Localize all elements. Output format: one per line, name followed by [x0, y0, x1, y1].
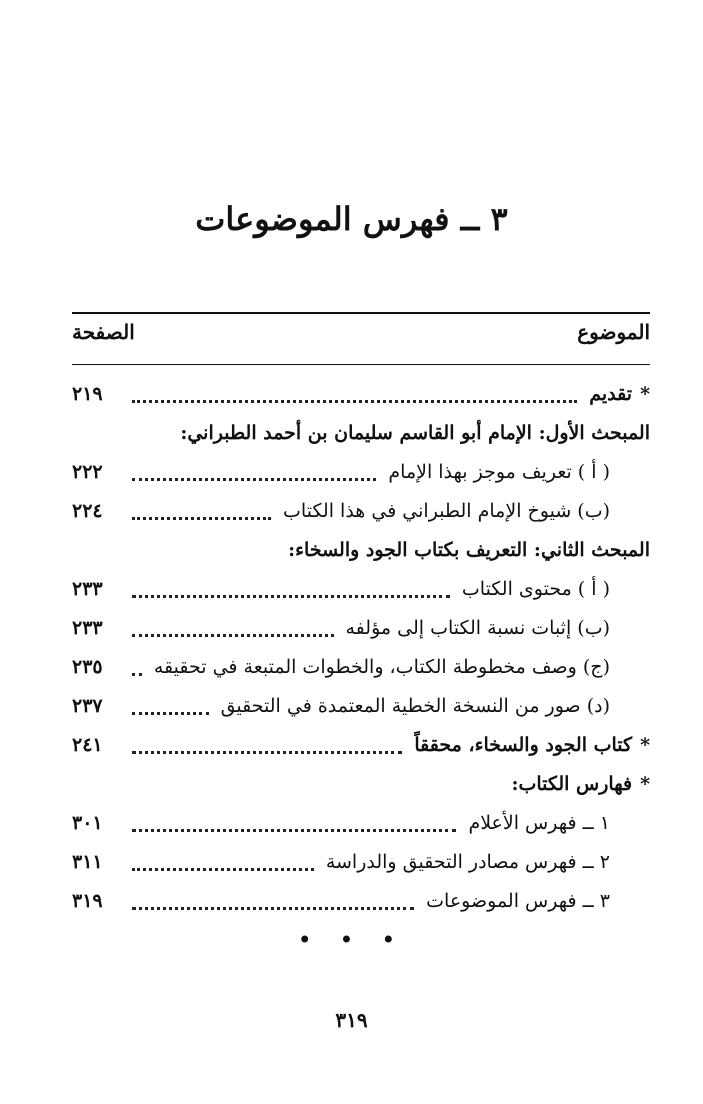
- column-header-page: الصفحة: [72, 320, 135, 344]
- toc-row: [72, 803, 650, 842]
- toc-page-number: ٢١٩: [72, 382, 103, 405]
- page-title: ٣ ــ فهرس الموضوعات: [195, 200, 508, 238]
- dot-leader: [132, 903, 414, 910]
- toc-entry: [346, 617, 611, 639]
- toc-entry: [326, 851, 610, 873]
- asterisk-marker: *: [640, 772, 650, 795]
- dot-leader: [132, 708, 209, 715]
- toc-entry: [511, 773, 650, 795]
- toc-row: [72, 374, 650, 413]
- toc-row: [72, 491, 650, 530]
- toc-entry-text: تقديم: [589, 382, 633, 405]
- toc-page-number: ٢٤١: [72, 733, 103, 756]
- toc-entry: [288, 539, 650, 561]
- dot-leader: [132, 825, 456, 832]
- toc-row: [72, 686, 650, 725]
- toc-page-number: ٢٢٤: [72, 499, 103, 522]
- toc-row: [72, 608, 650, 647]
- toc-page-number: ٢٣٣: [72, 616, 103, 639]
- toc-entry-text: كتاب الجود والسخاء، محققاً: [414, 733, 633, 756]
- toc-entry: [414, 734, 650, 756]
- toc-entry-text: ١ ــ فهرس الأعلام: [468, 811, 610, 834]
- toc-entry: [589, 383, 650, 405]
- toc-entry-text: فهارس الكتاب:: [511, 772, 633, 795]
- header-bottom-rule: [72, 364, 650, 365]
- dot-leader: [132, 474, 376, 481]
- toc-entry-text: ( أ ) تعريف موجز بهذا الإمام: [388, 460, 610, 483]
- toc-page-number: ٢٣٣: [72, 577, 103, 600]
- toc-entry-text: ٣ ــ فهرس الموضوعات: [426, 889, 610, 912]
- asterisk-marker: *: [640, 382, 650, 405]
- toc-entry-text: المبحث الأول: الإمام أبو القاسم سليمان بن أحمد الطبراني:: [180, 421, 650, 444]
- toc-row: [72, 452, 650, 491]
- toc-row: [72, 569, 650, 608]
- toc-entry: [221, 695, 610, 717]
- toc-entry: [462, 578, 610, 600]
- toc-entry-text: (ب) إثبات نسبة الكتاب إلى مؤلفه: [345, 616, 610, 639]
- toc-entry-text: (د) صور من النسخة الخطية المعتمدة في التحقيق: [220, 694, 610, 717]
- toc-entry: [283, 500, 610, 522]
- toc-page-number: ٢٢٢: [72, 460, 103, 483]
- toc-page-number: ٣٠١: [72, 811, 103, 834]
- toc-entry-text: (ب) شيوخ الإمام الطبراني في هذا الكتاب: [283, 499, 610, 522]
- asterisk-marker: *: [640, 733, 650, 756]
- dot-leader: [132, 513, 271, 520]
- toc-entry: [426, 890, 610, 912]
- table-of-contents: [72, 374, 650, 920]
- dot-leader: [132, 591, 450, 598]
- toc-page-number: ٣١١: [72, 850, 103, 873]
- toc-row: [72, 764, 650, 803]
- page-number: ٣١٩: [335, 1008, 368, 1032]
- header-top-rule: [72, 312, 650, 314]
- ornament-dots: • • •: [297, 926, 406, 954]
- toc-row: [72, 413, 650, 452]
- toc-entry: [388, 461, 610, 483]
- dot-leader: [132, 396, 577, 403]
- toc-entry: [154, 656, 610, 678]
- toc-page-number: ٢٣٧: [72, 694, 103, 717]
- toc-entry-text: ٢ ــ فهرس مصادر التحقيق والدراسة: [325, 850, 610, 873]
- toc-entry: [180, 422, 650, 444]
- column-header-subject: الموضوع: [577, 320, 650, 344]
- toc-row: [72, 881, 650, 920]
- toc-row: [72, 842, 650, 881]
- dot-leader: [132, 864, 314, 871]
- toc-entry-text: ( أ ) محتوى الكتاب: [461, 577, 610, 600]
- toc-entry-text: (ج) وصف مخطوطة الكتاب، والخطوات المتبعة في تحقيقه: [153, 655, 610, 678]
- dot-leader: [132, 669, 142, 676]
- toc-entry: [468, 812, 610, 834]
- dot-leader: [132, 747, 402, 754]
- toc-page-number: ٣١٩: [72, 889, 103, 912]
- toc-page-number: ٢٣٥: [72, 655, 103, 678]
- toc-row: [72, 647, 650, 686]
- toc-row: [72, 725, 650, 764]
- toc-entry-text: المبحث الثاني: التعريف بكتاب الجود والسخاء:: [288, 538, 650, 561]
- toc-row: [72, 530, 650, 569]
- dot-leader: [132, 630, 334, 637]
